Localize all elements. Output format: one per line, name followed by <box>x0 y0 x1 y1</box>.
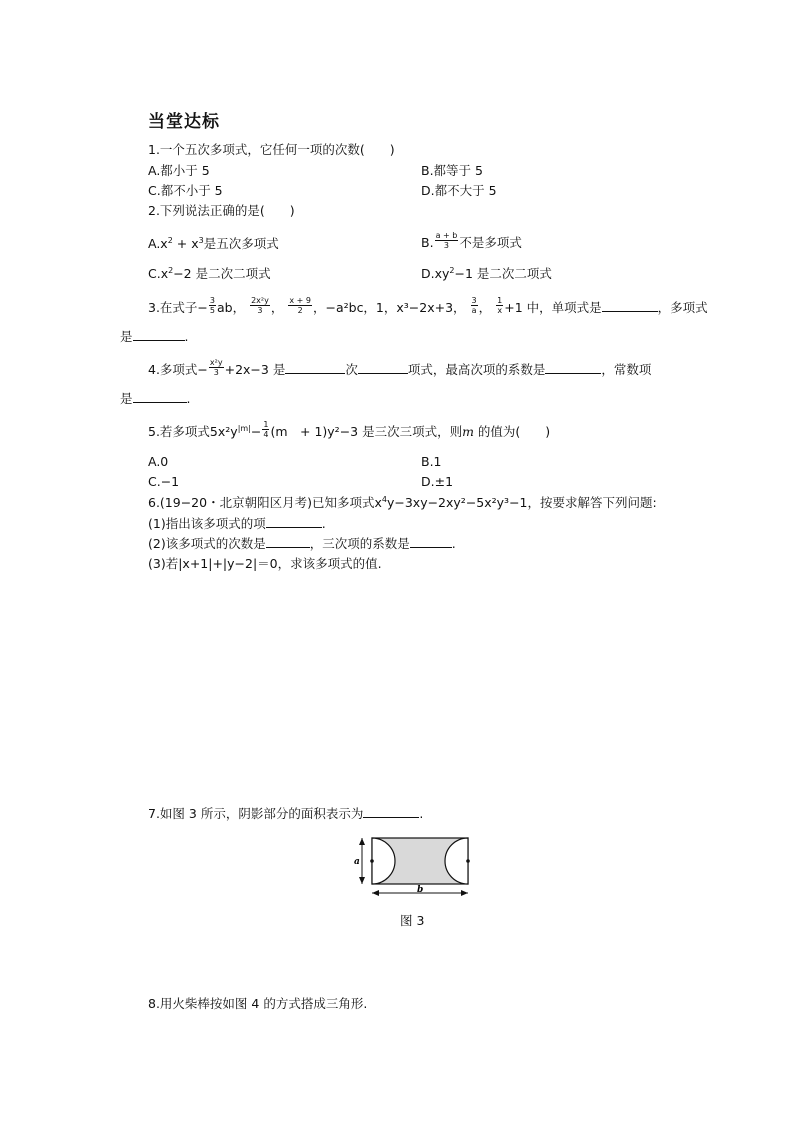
question-8-stem: 8.用火柴棒按如图 4 的方式搭成三角形. <box>148 996 368 1011</box>
q1-option-d: D.都不大于 5 <box>421 183 497 198</box>
q1-option-a: A.都小于 5 <box>148 163 210 178</box>
figure-3-caption: 图 3 <box>400 913 425 928</box>
question-3-line2: 是 . <box>120 329 189 344</box>
question-6-part-3: (3)若|x+1|+|y−2|＝0，求该多项式的值. <box>148 556 382 571</box>
answer-blank[interactable] <box>285 362 345 374</box>
q5-option-b: B.1 <box>421 454 442 469</box>
question-4-line1: 4.多项式− $\frac{\text{x²y}}{3}$ +2x−3 是 次 项式，最高次项的系数是 ，常数项 <box>148 358 652 377</box>
q5-option-c: C.−1 <box>148 474 180 489</box>
label-a: a <box>354 857 360 867</box>
question-6-stem: 6.(19−20・北京朝阳区月考)已知多项式$x^4y-3xy-2xy^2-5x^2y^3-1$，按要求解答下列问题: <box>148 495 657 510</box>
question-5-stem: 5.若多项式$5x^2y^{|m|}-$ $\frac{1}{4}$ (m + 1)y²−3 是三次三项式，则m 的值为( ) <box>148 420 551 439</box>
q2-option-c: $C.x^2-2$ 是二次二项式 <box>148 266 271 281</box>
question-4-line2: 是 . <box>120 391 191 406</box>
q1-option-c: C.都不小于 5 <box>148 183 223 198</box>
answer-blank[interactable] <box>133 329 185 341</box>
answer-blank[interactable] <box>266 536 310 548</box>
answer-blank[interactable] <box>133 391 187 403</box>
q2-option-d: $D.xy^2-1$ 是二次二项式 <box>421 266 552 281</box>
label-b: b <box>417 885 424 895</box>
question-7-stem: 7.如图 3 所示，阴影部分的面积表示为 . <box>148 806 424 821</box>
section-title: 当堂达标 <box>148 112 220 132</box>
question-6-part-1: (1)指出该多项式的项 . <box>148 516 326 531</box>
answer-blank[interactable] <box>602 300 658 312</box>
question-6-part-2: (2)该多项式的次数是 ，三次项的系数是 . <box>148 536 456 551</box>
answer-blank[interactable] <box>545 362 601 374</box>
q2-option-a: $A.x^2 + x^3$是五次多项式 <box>148 236 279 251</box>
q5-option-d: D.±1 <box>421 474 454 489</box>
answer-blank[interactable] <box>266 516 322 528</box>
question-3-line1: 3.在式子− $\frac{3}{5}$ ab， $\frac{\text{2x²y}}{3}$ ， $\frac{x + 9}{2}$ ，−a²bc，1，x³−2x+3， $\frac{3}{a}$ ， $\frac{1}{x}$ +1 中，单项式是 ，多项式 <box>148 296 708 315</box>
answer-blank[interactable] <box>358 362 408 374</box>
q2-option-b: B. $\frac{a + b}{3}$ 不是多项式 <box>421 231 522 250</box>
figure-3-diagram <box>352 830 474 902</box>
answer-blank[interactable] <box>363 806 419 818</box>
q1-option-b: B.都等于 5 <box>421 163 483 178</box>
answer-blank[interactable] <box>410 536 452 548</box>
question-2-stem: 2.下列说法正确的是( ) <box>148 203 295 218</box>
q5-option-a: A.0 <box>148 454 169 469</box>
question-1-stem: 1.一个五次多项式，它任何一项的次数( ) <box>148 142 395 157</box>
